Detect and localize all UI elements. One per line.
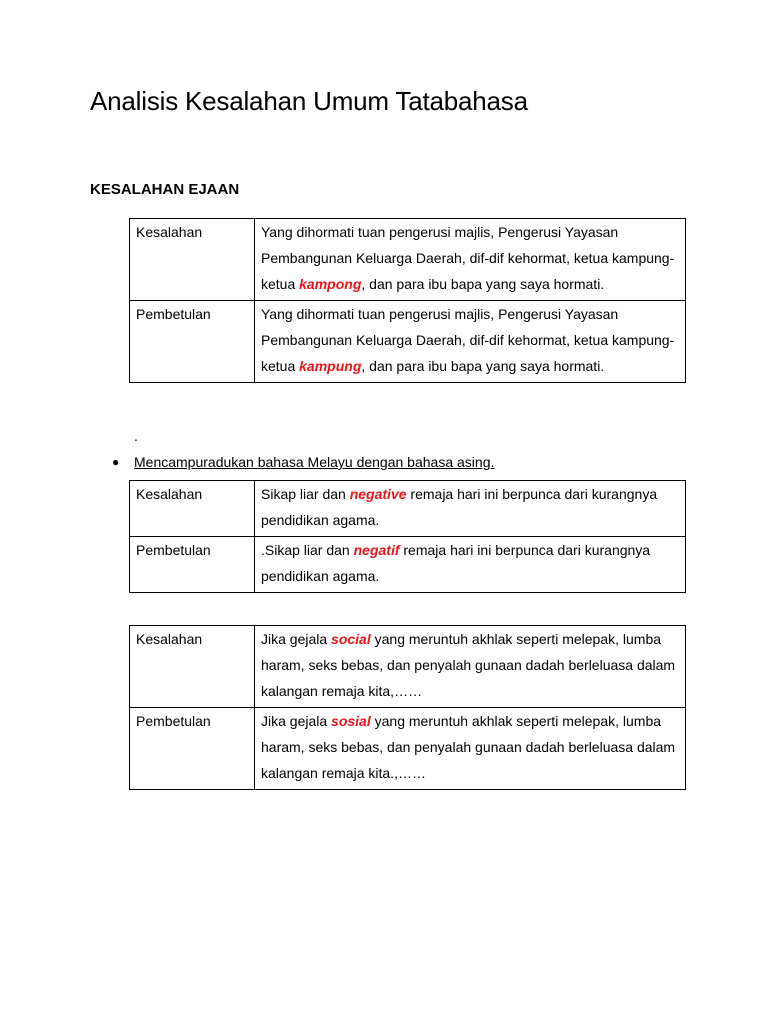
highlighted-word: sosial (331, 713, 371, 729)
highlighted-word: social (331, 631, 371, 647)
table-row (130, 481, 686, 537)
highlighted-word: negative (349, 486, 407, 502)
table-row (130, 537, 686, 593)
sentence-text: remaja hari ini berpunca dari kurangnya pendidikan agama. (261, 542, 651, 584)
sentence-text: , dan para ibu bapa yang saya hormati. (361, 276, 605, 292)
sentence-text: yang meruntuh akhlak seperti melepak, lumba haram, seks bebas, dan penyalah gunaan dadah berleluasa dalam kalangan remaja kita,…… (261, 631, 676, 699)
row-label: Kesalahan (130, 481, 255, 537)
sentence-text: Jika gejala (261, 713, 332, 729)
example-sentence (255, 626, 686, 708)
table-row (130, 626, 686, 708)
row-label: Pembetulan (130, 301, 255, 383)
error-table-sosial (129, 625, 686, 790)
example-sentence (255, 219, 686, 301)
document-title: Analisis Kesalahan Umum Tatabahasa (90, 86, 528, 116)
table-row (130, 219, 686, 301)
highlighted-word: negatif (353, 542, 400, 558)
table-row (130, 301, 686, 383)
sentence-text: , dan para ibu bapa yang saya hormati. (361, 358, 605, 374)
row-label: Kesalahan (130, 626, 255, 708)
example-sentence (255, 481, 686, 537)
example-sentence (255, 537, 686, 593)
row-label: Kesalahan (130, 219, 255, 301)
sentence-text: yang meruntuh akhlak seperti melepak, lumba haram, seks bebas, dan penyalah gunaan dadah berleluasa dalam kalangan remaja kita.,…… (261, 713, 676, 781)
error-table-bahasa-asing (129, 480, 686, 593)
example-sentence (255, 301, 686, 383)
sentence-text: Yang dihormati tuan pengerusi majlis, Pengerusi Yayasan Pembangunan Keluarga Daerah, dif-dif kehormat, ketua kampung-ketua (261, 224, 675, 292)
example-sentence (255, 708, 686, 790)
sentence-text: Jika gejala (261, 631, 332, 647)
row-label: Pembetulan (130, 537, 255, 593)
stray-mark: . (134, 428, 138, 444)
bullet-text: Mencampuradukan bahasa Melayu dengan bahasa asing. (134, 454, 495, 470)
highlighted-word: kampong (299, 276, 362, 292)
bullet-item (112, 454, 494, 470)
section-heading: KESALAHAN EJAAN (90, 181, 240, 198)
highlighted-word: kampung (299, 358, 362, 374)
sentence-text: remaja hari ini berpunca dari kurangnya pendidikan agama. (261, 486, 658, 528)
row-label: Pembetulan (130, 708, 255, 790)
sentence-text: Yang dihormati tuan pengerusi majlis, Pengerusi Yayasan Pembangunan Keluarga Daerah, dif-dif kehormat, ketua kampung-ketua (261, 306, 675, 374)
bullet-icon: ● (112, 455, 120, 469)
error-table-ejaan (129, 218, 686, 383)
table-row (130, 708, 686, 790)
sentence-text: Sikap liar dan (261, 486, 350, 502)
sentence-text: .Sikap liar dan (261, 542, 354, 558)
